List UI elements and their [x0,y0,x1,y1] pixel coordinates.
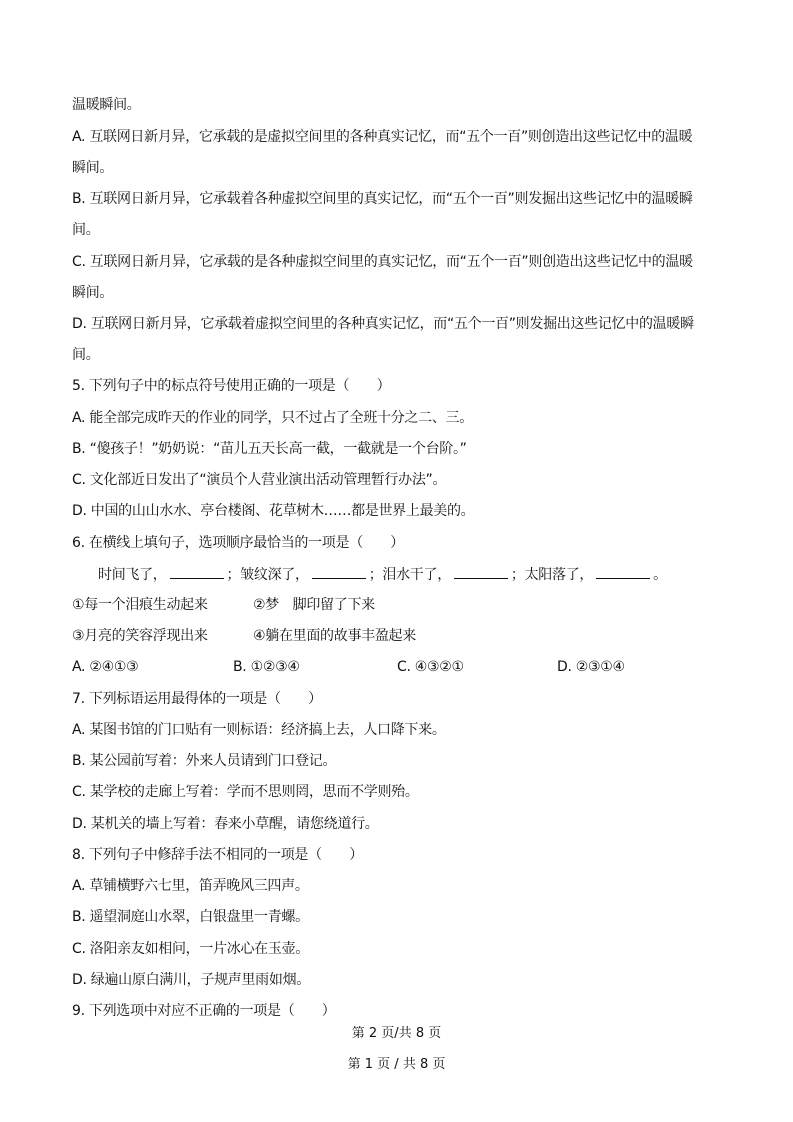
q6-clause-5: 。 [653,567,667,583]
q4-option-d-cont: 间。 [72,347,100,363]
q4-stem-tail: 温暖瞬间。 [72,97,141,113]
q6-sentence [98,564,667,584]
q5-option-b: B. “傻孩子！”奶奶说：“苗儿五天长高一截，一截就是一个台阶。” [72,441,467,457]
blank-line [454,564,508,579]
q6-option-c: C. ④③②① [397,659,464,675]
q4-option-b-cont: 间。 [72,222,100,238]
q6-stem: 6. 在横线上填句子，选项顺序最恰当的一项是（ ） [72,535,405,551]
q5-stem: 5. 下列句子中的标点符号使用正确的一项是（ ） [72,378,391,394]
q5-option-a: A. 能全部完成昨天的作业的同学，只不过占了全班十分之二、三。 [72,410,473,426]
q4-option-c: C. 互联网日新月异，它承载的是各种虚拟空间里的真实记忆，而“五个一百”则创造出这些记忆中的温暖 [72,254,693,270]
q4-option-a-cont: 瞬间。 [72,160,114,176]
q4-option-d: D. 互联网日新月异，它承载着虚拟空间里的各种真实记忆，而“五个一百”则发掘出这些记忆中的温暖瞬 [72,316,694,332]
q4-option-c-cont: 瞬间。 [72,285,114,301]
q7-option-a: A. 某图书馆的门口贴有一则标语：经济搞上去，人口降下来。 [72,722,446,738]
q7-stem: 7. 下列标语运用最得体的一项是（ ） [72,691,322,707]
blank-line [170,564,224,579]
q8-option-a: A. 草铺横野六七里，笛弄晚风三四声。 [72,878,309,894]
q6-clause-1: 时间飞了， [98,567,167,583]
q8-option-b: B. 遥望洞庭山水翠，白银盘里一青螺。 [72,909,309,925]
q6-item-3: ③月亮的笑容浮现出来 [72,628,208,644]
q6-option-d: D. ②③①④ [557,659,625,675]
q8-stem: 8. 下列句子中修辞手法不相同的一项是（ ） [72,847,363,863]
blank-line [312,564,366,579]
q4-option-a: A. 互联网日新月异，它承载的是虚拟空间里的各种真实记忆，而“五个一百”则创造出这些记忆中的温暖 [72,129,693,145]
inner-page-number: 第 2 页/共 8 页 [351,1026,442,1041]
page-number: 第 1 页 / 共 8 页 [347,1057,446,1072]
q7-option-d: D. 某机关的墙上写着：春来小草醒，请您绕道行。 [72,816,379,832]
q6-option-b: B. ①②③④ [233,659,300,675]
q6-item-4: ④躺在里面的故事丰盈起来 [253,628,416,644]
q7-option-c: C. 某学校的走廊上写着：学而不思则罔，思而不学则殆。 [72,784,419,800]
q4-option-b: B. 互联网日新月异，它承载着各种虚拟空间里的真实记忆，而“五个一百”则发掘出这些记忆中的温暖瞬 [72,191,693,207]
q8-option-c: C. 洛阳亲友如相问，一片冰心在玉壶。 [72,941,309,957]
q5-option-c: C. 文化部近日发出了“演员个人营业演出活动管理暂行办法”。 [72,472,447,488]
q6-option-a: A. ②④①③ [72,659,139,675]
q6-clause-3: ；泪水干了， [368,567,451,583]
q6-clause-2: ；皱纹深了， [226,567,309,583]
blank-line [596,564,650,579]
q6-item-1: ①每一个泪痕生动起来 [72,597,208,613]
q6-item-2: ②梦 脚印留了下来 [253,597,375,613]
q7-option-b: B. 某公园前写着：外来人员请到门口登记。 [72,753,337,769]
q8-option-d: D. 绿遍山原白满川，子规声里雨如烟。 [72,972,310,988]
q6-clause-4: ；太阳落了， [510,567,594,583]
q5-option-d: D. 中国的山山水水、亭台楼阁、花草树木……都是世界上最美的。 [72,503,475,519]
q9-stem: 9. 下列选项中对应不正确的一项是（ ） [72,1003,336,1019]
